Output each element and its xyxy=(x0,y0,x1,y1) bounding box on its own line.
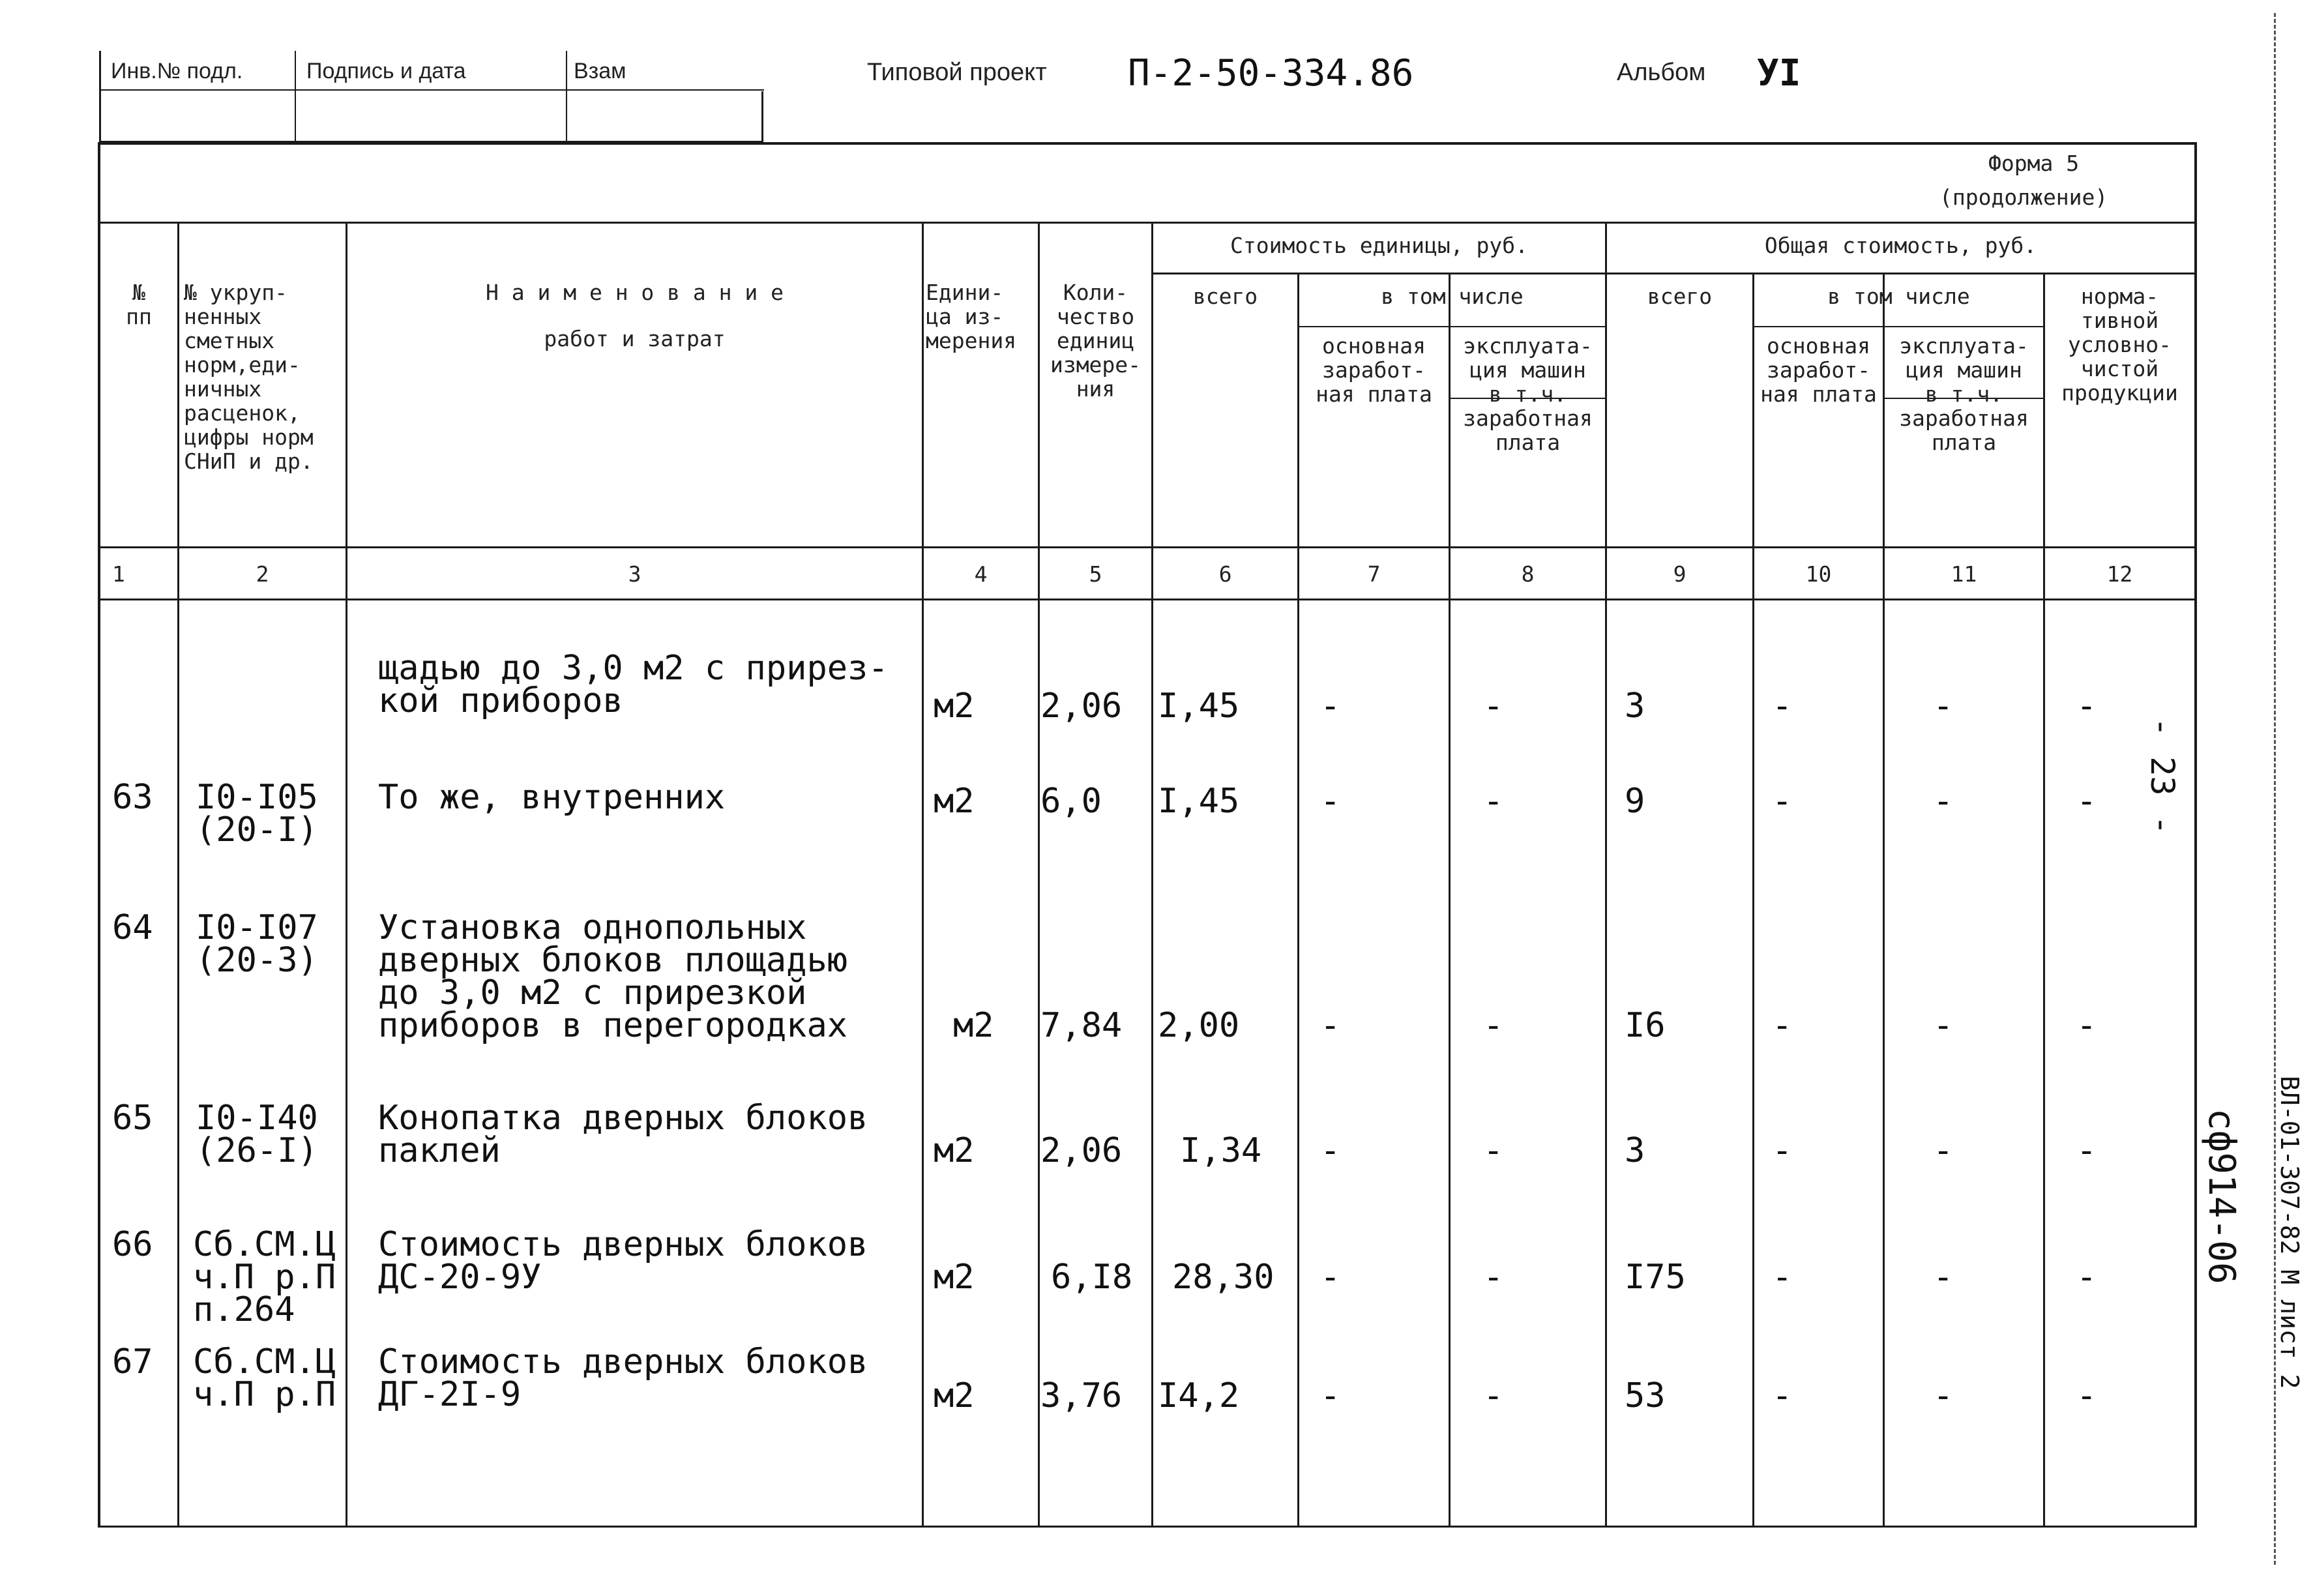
row-total: I6 xyxy=(1625,1006,1666,1045)
album-number: УI xyxy=(1757,52,1801,95)
total-cost-v-tom-chisle: в том числе xyxy=(1827,284,1970,309)
row-c12: - xyxy=(2076,687,2097,726)
row-qty: 6,I8 xyxy=(1051,1258,1133,1297)
row-unit: м2 xyxy=(934,687,975,726)
document-code: сф914-06 xyxy=(2200,1108,2243,1284)
row-total: 53 xyxy=(1625,1376,1666,1415)
row-cost: I,34 xyxy=(1180,1131,1262,1170)
row-total: 9 xyxy=(1625,782,1645,821)
col-number: 2 xyxy=(256,561,269,587)
row-c12: - xyxy=(2076,1258,2097,1297)
row-name: Стоимость дверных блоков ДС-20-9У xyxy=(378,1225,868,1297)
row-cost: I,45 xyxy=(1158,782,1240,821)
col-number: 8 xyxy=(1521,561,1535,587)
col-header-5: Коли- чество единиц измере- ния xyxy=(1050,280,1142,402)
col-header-12: норма- тивной условно- чистой продукции xyxy=(2061,284,2178,406)
row-total: 3 xyxy=(1625,687,1645,726)
row-qty: 7,84 xyxy=(1040,1006,1123,1045)
edge-line xyxy=(2274,13,2276,1565)
row-c10: - xyxy=(1772,1258,1793,1297)
project-number: П-2-50-334.86 xyxy=(1128,52,1414,95)
row-number: 64 xyxy=(112,908,153,947)
row-unit: м2 xyxy=(953,1006,994,1045)
row-total: 3 xyxy=(1625,1131,1645,1170)
row-c11: - xyxy=(1933,782,1954,821)
row-c7: - xyxy=(1320,1006,1341,1045)
row-number: 67 xyxy=(112,1342,153,1382)
row-unit: м2 xyxy=(934,1131,975,1170)
row-unit: м2 xyxy=(934,1376,975,1415)
row-code: I0-I05 (20-I) xyxy=(196,778,318,850)
row-c10: - xyxy=(1772,687,1793,726)
col-number: 9 xyxy=(1673,561,1687,587)
col-header-1: № пп xyxy=(126,280,152,329)
row-number: 66 xyxy=(112,1225,153,1264)
form-continuation: (продолжение) xyxy=(1939,185,2108,210)
row-c8: - xyxy=(1483,1258,1504,1297)
row-cost: 28,30 xyxy=(1172,1258,1274,1297)
row-c8: - xyxy=(1483,687,1504,726)
album-label: Альбом xyxy=(1617,59,1706,86)
row-name: Конопатка дверных блоков паклей xyxy=(378,1099,868,1170)
row-c12: - xyxy=(2076,1131,2097,1170)
row-qty: 6,0 xyxy=(1040,782,1102,821)
row-c11: - xyxy=(1933,1006,1954,1045)
stamp-vzam: Взам xyxy=(574,59,626,83)
row-unit: м2 xyxy=(934,782,975,821)
total-cost-vsego: всего xyxy=(1647,284,1713,309)
row-name: Стоимость дверных блоков ДГ-2I-9 xyxy=(378,1342,868,1414)
row-number: 65 xyxy=(112,1099,153,1138)
page-number: - 23 - xyxy=(2144,717,2181,835)
row-c8: - xyxy=(1483,1131,1504,1170)
col-number: 6 xyxy=(1218,561,1232,587)
row-c7: - xyxy=(1320,687,1341,726)
col-number: 4 xyxy=(974,561,988,587)
form-label: Форма 5 xyxy=(1988,151,2080,176)
unit-cost-header: Стоимость единицы, руб. xyxy=(1230,233,1528,258)
row-c8: - xyxy=(1483,1376,1504,1415)
col-number: 1 xyxy=(112,561,125,587)
col-header-4: Едини- ца из- мерения xyxy=(926,280,1017,353)
row-c11: - xyxy=(1933,1131,1954,1170)
col-number: 5 xyxy=(1089,561,1102,587)
col-number: 3 xyxy=(628,561,641,587)
col-header-3: Н а и м е н о в а н и е работ и затрат xyxy=(486,280,784,351)
stamp-podpis-data: Подпись и дата xyxy=(306,59,466,83)
row-cost: I,45 xyxy=(1158,687,1240,726)
row-c11: - xyxy=(1933,687,1954,726)
col-header-7: основная заработ- ная плата xyxy=(1316,333,1432,407)
row-c11: - xyxy=(1933,1258,1954,1297)
row-c8: - xyxy=(1483,1006,1504,1045)
col-header-11: эксплуата- ция машин в т.ч. заработная плата xyxy=(1899,333,2029,455)
col-header-2: № укруп- ненных сметных норм,еди- ничных расценок, цифры норм СНиП и др. xyxy=(184,280,314,474)
row-c10: - xyxy=(1772,1376,1793,1415)
total-cost-header: Общая стоимость, руб. xyxy=(1764,233,2037,258)
row-qty: 2,06 xyxy=(1040,1131,1123,1170)
sheet-reference: ВЛ-01-307-82 М лист 2 xyxy=(2275,1076,2304,1389)
row-code: I0-I07 (20-3) xyxy=(196,908,318,980)
row-cost: I4,2 xyxy=(1158,1376,1240,1415)
unit-cost-vsego: всего xyxy=(1192,284,1258,309)
row-unit: м2 xyxy=(934,1258,975,1297)
col-number: 10 xyxy=(1805,561,1832,587)
row-c10: - xyxy=(1772,1131,1793,1170)
col-number: 12 xyxy=(2106,561,2133,587)
row-c10: - xyxy=(1772,1006,1793,1045)
col-number: 11 xyxy=(1951,561,1977,587)
row-c7: - xyxy=(1320,1258,1341,1297)
row-code: Сб.СМ.Ц ч.П р.П xyxy=(193,1342,336,1414)
row-c12: - xyxy=(2076,1376,2097,1415)
row-number: 63 xyxy=(112,778,153,817)
stamp-inv-podl: Инв.№ подл. xyxy=(111,59,243,83)
row-c11: - xyxy=(1933,1376,1954,1415)
row-c7: - xyxy=(1320,782,1341,821)
row-c12: - xyxy=(2076,1006,2097,1045)
row-c7: - xyxy=(1320,1376,1341,1415)
col-header-10: основная заработ- ная плата xyxy=(1760,333,1877,407)
col-number: 7 xyxy=(1367,561,1381,587)
row-total: I75 xyxy=(1625,1258,1686,1297)
row-qty: 2,06 xyxy=(1040,687,1123,726)
row-qty: 3,76 xyxy=(1040,1376,1123,1415)
row-name: То же, внутренних xyxy=(378,778,726,817)
row-c7: - xyxy=(1320,1131,1341,1170)
row-cost: 2,00 xyxy=(1158,1006,1240,1045)
unit-cost-v-tom-chisle: в том числе xyxy=(1381,284,1524,309)
row-c10: - xyxy=(1772,782,1793,821)
row-code: Сб.СМ.Ц ч.П р.П п.264 xyxy=(193,1225,336,1329)
project-label: Типовой проект xyxy=(867,59,1047,86)
row-c12: - xyxy=(2076,782,2097,821)
col-header-8: эксплуата- ция машин в т.ч. заработная плата xyxy=(1463,333,1593,455)
row-name: Установка однопольных дверных блоков площадью до 3,0 м2 с прирезкой приборов в перегородках xyxy=(378,908,848,1045)
row-code: I0-I40 (26-I) xyxy=(196,1099,318,1170)
row-name: щадью до 3,0 м2 с прирез- кой приборов xyxy=(378,649,889,720)
row-c8: - xyxy=(1483,782,1504,821)
